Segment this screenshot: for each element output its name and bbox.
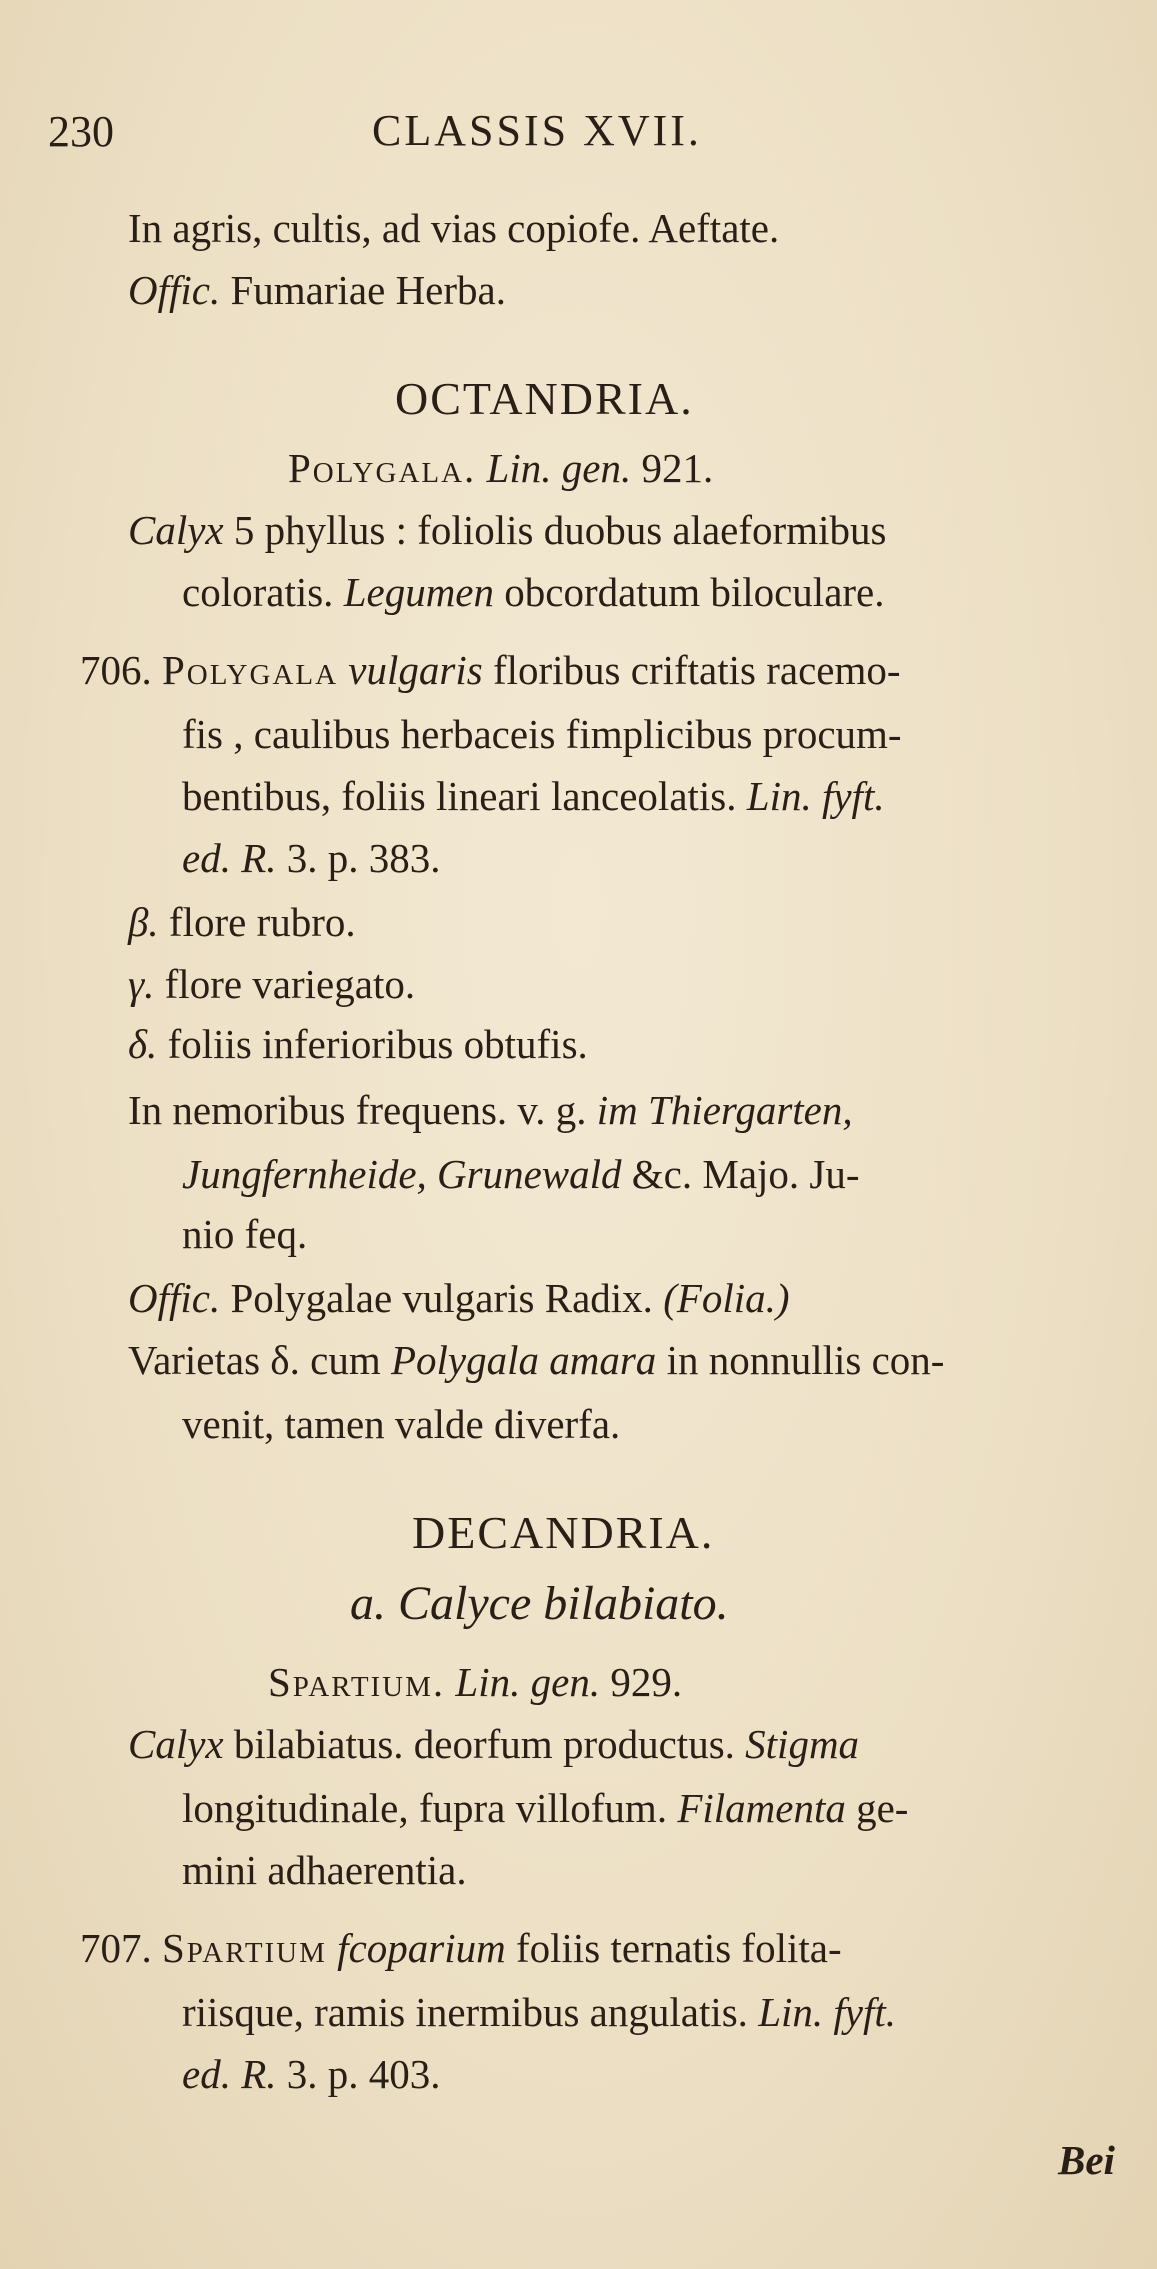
legumen-label: Legumen <box>343 569 494 615</box>
entry-706-l4a: ed. R. <box>182 835 277 881</box>
offic-folia: (Folia.) <box>663 1275 790 1321</box>
genus-line-polygala <box>288 445 714 491</box>
offic-text: Fumariae Herba. <box>230 267 506 313</box>
habitat-1a: In nemoribus frequens. v. g. <box>128 1087 587 1133</box>
decandria-l2b: ge- <box>856 1785 909 1831</box>
genus-line-spartium <box>268 1659 683 1705</box>
ref-lin: Lin. <box>486 445 552 491</box>
habitat-2c: &c. Majo. Ju- <box>631 1151 860 1197</box>
calyx-line-1 <box>128 507 887 553</box>
calyx-text: bilabiatus. deorfum productus. <box>233 1721 735 1767</box>
decandria-calyx-line-2 <box>182 1785 909 1831</box>
entry-706-l3b: Lin. fyft. <box>746 773 885 819</box>
variety-note-1a: Varietas δ. cum <box>128 1337 381 1383</box>
variety-gamma-symbol: γ. <box>128 961 155 1007</box>
entry-707-l2a: riisque, ramis inermibus angulatis. <box>182 1989 748 2035</box>
decandria-l2: longitudinale, fupra villofum. <box>182 1785 668 1831</box>
variety-gamma <box>128 961 416 1007</box>
variety-delta <box>128 1021 588 1067</box>
entry-706-line-2: fis , caulibus herbaceis fimplicibus procum- <box>182 711 902 757</box>
entry-text: floribus criftatis racemo- <box>492 647 901 693</box>
decandria-calyx-line-3: mini adhaerentia. <box>182 1847 467 1893</box>
entry-706-l3a: bentibus, foliis lineari lanceolatis. <box>182 773 737 819</box>
variety-beta-text: flore rubro. <box>168 899 356 945</box>
entry-706-offic <box>128 1275 790 1321</box>
entry-707-l2b: Lin. fyft. <box>758 1989 897 2035</box>
entry-genus: Polygala <box>162 647 339 693</box>
offic-label: Offic. <box>128 267 221 313</box>
entry-species: fcoparium <box>337 1925 506 1971</box>
habitat-line-2 <box>182 1151 860 1197</box>
entry-707-line-3 <box>182 2051 441 2097</box>
page-number: 230 <box>48 107 114 156</box>
ref-num: 921. <box>641 445 714 491</box>
entry-706-line-3 <box>182 773 885 819</box>
section-heading-decandria: DECANDRIA. <box>412 1507 715 1558</box>
subheading-calyce-bilabiato: a. Calyce bilabiato. <box>350 1577 729 1630</box>
variety-gamma-text: flore variegato. <box>164 961 416 1007</box>
variety-note-1b: Polygala amara <box>390 1337 657 1383</box>
variety-note-line-1 <box>128 1337 945 1383</box>
calyx-label: Calyx <box>128 1721 224 1767</box>
entry-number: 707. <box>80 1925 152 1971</box>
section-heading-octandria: OCTANDRIA. <box>395 373 694 424</box>
decandria-calyx-line-1 <box>128 1721 860 1767</box>
intro-line-1: In agris, cultis, ad vias copiofe. Aeftate. <box>128 205 780 251</box>
ref-gen: gen. <box>530 1659 601 1705</box>
filamenta-label: Filamenta <box>677 1785 846 1831</box>
calyx-line-2 <box>182 569 885 615</box>
genus-name: Polygala. <box>288 445 477 491</box>
calyx-line2-b: obcordatum biloculare. <box>504 569 885 615</box>
ref-lin: Lin. <box>455 1659 521 1705</box>
ref-num: 929. <box>610 1659 683 1705</box>
variety-delta-symbol: δ. <box>128 1021 158 1067</box>
habitat-2a: Jungfernheide, <box>182 1151 427 1197</box>
entry-707-line-1 <box>80 1925 842 1971</box>
calyx-label: Calyx <box>128 507 224 553</box>
offic-label-706: Offic. <box>128 1275 221 1321</box>
habitat-1b: im Thiergarten, <box>596 1087 853 1133</box>
calyx-text: 5 phyllus : foliolis duobus alaeformibus <box>233 507 887 553</box>
habitat-line-1 <box>128 1087 853 1133</box>
variety-beta-symbol: β. <box>128 899 159 945</box>
entry-706-l4b: 3. p. 383. <box>286 835 441 881</box>
variety-note-1c: in nonnullis con- <box>666 1337 945 1383</box>
intro-line-2 <box>128 267 506 313</box>
entry-706-line-1 <box>80 647 901 693</box>
offic-text-706: Polygalae vulgaris Radix. <box>230 1275 653 1321</box>
entry-text: foliis ternatis folita- <box>515 1925 842 1971</box>
stigma-label: Stigma <box>745 1721 860 1767</box>
entry-706-line-4 <box>182 835 441 881</box>
variety-delta-text: foliis inferioribus obtufis. <box>167 1021 588 1067</box>
entry-genus: Spartium <box>162 1925 327 1971</box>
variety-beta <box>128 899 356 945</box>
genus-name: Spartium. <box>268 1659 446 1705</box>
entry-707-line-2 <box>182 1989 897 2035</box>
entry-707-l3b: 3. p. 403. <box>286 2051 441 2097</box>
calyx-line2-a: coloratis. <box>182 569 334 615</box>
ref-gen: gen. <box>561 445 632 491</box>
running-title: CLASSIS XVII. <box>372 106 702 155</box>
variety-note-line-2: venit, tamen valde diverfa. <box>182 1401 621 1447</box>
habitat-2b: Grunewald <box>437 1151 622 1197</box>
catchword: Bei <box>1058 2137 1115 2183</box>
habitat-line-3: nio feq. <box>182 1211 308 1257</box>
entry-species: vulgaris <box>348 647 483 693</box>
entry-707-l3a: ed. R. <box>182 2051 277 2097</box>
entry-number: 706. <box>80 647 152 693</box>
